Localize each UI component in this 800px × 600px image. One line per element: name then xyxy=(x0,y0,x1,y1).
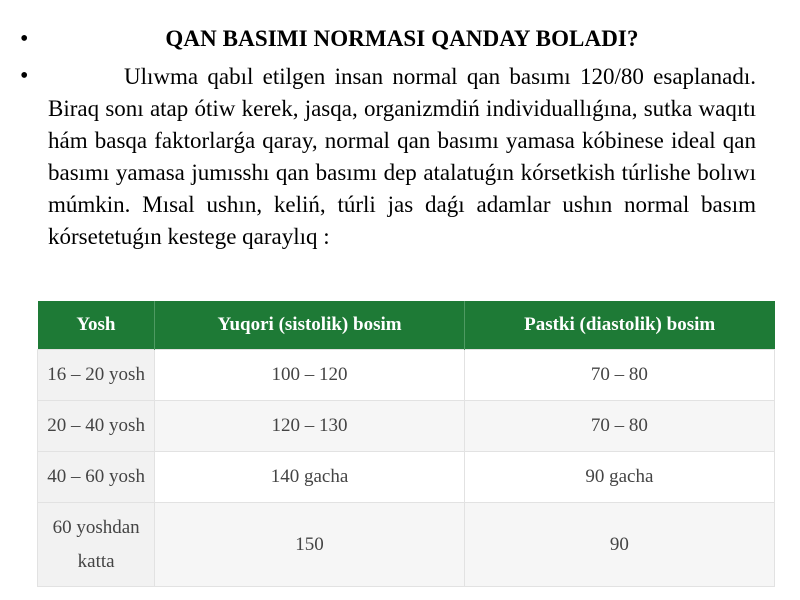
header-age: Yosh xyxy=(38,301,155,350)
diastolic-cell: 70 – 80 xyxy=(464,401,774,452)
age-cell: 16 – 20 yosh xyxy=(38,350,155,401)
intro-paragraph: Ulıwma qabıl etilgen insan normal qan basımı 120/80 esaplanadı. Biraq sonı atap ótiw kerek, jasqa, organizmdiń individuallıǵına, sutka waqıtı hám basqa faktorlarǵa qaray, normal qan basımı yamasa kóbinese ideal qan basımı yamasa jumısshı qan basımı dep atalatuǵın kórsetkish túrlishe bolıwı múmkin. Mısal ushın, keliń, túrli jas daǵı adamlar ushın normal basım kórsetetuǵın kestege qaraylıq : xyxy=(48,64,756,249)
table-row xyxy=(38,401,775,452)
slide-title: QAN BASIMI NORMASI QANDAY BOLADI? xyxy=(165,26,639,51)
age-cell: 40 – 60 yosh xyxy=(38,452,155,503)
diastolic-cell: 90 gacha xyxy=(464,452,774,503)
systolic-cell: 100 – 120 xyxy=(155,350,465,401)
age-cell: 60 yoshdan katta xyxy=(38,503,155,587)
age-cell: 20 – 40 yosh xyxy=(38,401,155,452)
table-row xyxy=(38,452,775,503)
header-diastolic: Pastki (diastolik) bosim xyxy=(464,301,774,350)
table-row xyxy=(38,503,775,587)
table-row xyxy=(38,350,775,401)
header-systolic: Yuqori (sistolik) bosim xyxy=(155,301,465,350)
systolic-cell: 120 – 130 xyxy=(155,401,465,452)
systolic-cell: 140 gacha xyxy=(155,452,465,503)
table-header-row xyxy=(38,301,775,350)
title-bullet: • xyxy=(20,26,29,52)
blood-pressure-table xyxy=(37,301,775,587)
systolic-cell: 150 xyxy=(155,503,465,587)
paragraph-bullet: • xyxy=(20,63,29,89)
diastolic-cell: 70 – 80 xyxy=(464,350,774,401)
diastolic-cell: 90 xyxy=(464,503,774,587)
